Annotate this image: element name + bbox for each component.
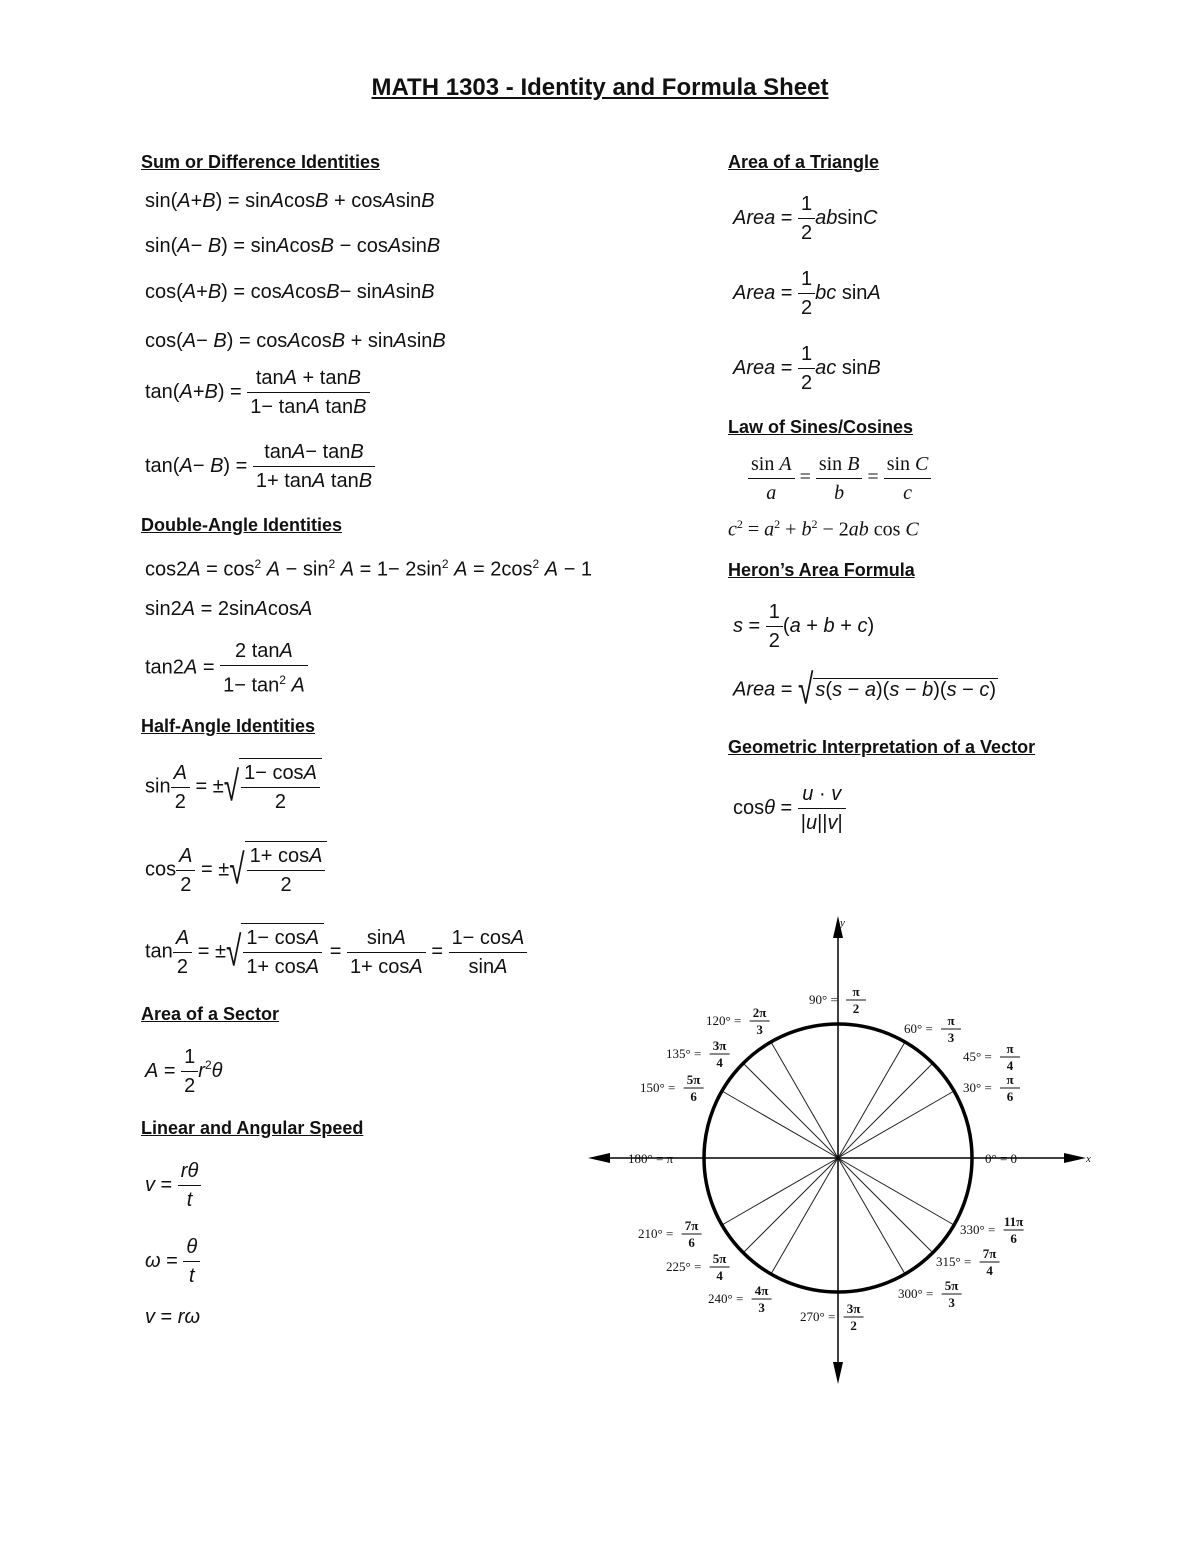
angle-degree: 45° =: [963, 1049, 992, 1064]
angle-radian-numerator: π: [1006, 1041, 1014, 1056]
formula-cos-diff: cos(A− B) = cosAcosB + sinAsinB: [145, 330, 446, 352]
angle-label: [985, 1151, 1017, 1166]
angle-label: [628, 1151, 674, 1166]
formula-sin-half: sin $\frac{A}{2}$ = ±√ $\frac{1- \cos A}{2}$: [145, 758, 322, 816]
heading-half-angle: Half-Angle Identities: [141, 716, 316, 736]
angle-radian-denominator: 4: [716, 1268, 723, 1283]
angle-label: [936, 1246, 1000, 1278]
angle-radian-numerator: π: [947, 1013, 955, 1028]
spoke-225: [743, 1158, 838, 1253]
heading-sum-difference: Sum or Difference Identities: [141, 152, 381, 172]
angle-radian-numerator: π: [852, 984, 860, 999]
angle-label: [960, 1214, 1024, 1246]
angle-radian-numerator: 5π: [686, 1072, 701, 1087]
angle-degree: 210° =: [638, 1226, 674, 1241]
angle-radian-numerator: 3π: [712, 1038, 727, 1053]
angle-radian-numerator: 11π: [1003, 1214, 1024, 1229]
angle-degree: 90° =: [809, 992, 838, 1007]
angle-degree: 60° =: [904, 1021, 933, 1036]
angle-degree: 240° =: [708, 1291, 744, 1306]
angle-radian-denominator: 6: [1006, 1089, 1014, 1104]
unit-circle-diagram: [580, 910, 1100, 1390]
formula-cos-half: cos $\frac{A}{2}$ = ±√ $\frac{1+ \cos A}{2}$: [145, 841, 327, 899]
formula-tan-diff: tan(A− B) = $\frac{\tan A- \tan B}{\text{1+ tanA tanB}}$: [145, 438, 375, 495]
x-axis-label: x: [1086, 1153, 1091, 1165]
angle-label: [904, 1013, 961, 1045]
formula-sin-sum: sin(A+B) = sinAcosB + cosAsinB: [145, 190, 435, 212]
x-axis-arrow-right: [1064, 1153, 1086, 1163]
angle-radian-denominator: 6: [690, 1089, 697, 1104]
angle-label: [638, 1218, 702, 1250]
angle-radian-denominator: 4: [986, 1263, 993, 1278]
angle-radian-denominator: 6: [1010, 1231, 1017, 1246]
angle-label: [666, 1251, 730, 1283]
angle-radian-denominator: 2: [850, 1318, 857, 1333]
angle-label: [708, 1283, 772, 1315]
angle-radian-denominator: 3: [947, 1030, 955, 1045]
angle-radian-numerator: 3π: [846, 1301, 861, 1316]
heading-speed: Linear and Angular Speed: [141, 1118, 364, 1138]
heading-double-angle: Double-Angle Identities: [141, 515, 343, 535]
angle-degree: 300° =: [898, 1286, 934, 1301]
spoke-120: [771, 1042, 838, 1158]
y-axis-label: y: [840, 917, 845, 929]
angle-radian-numerator: π: [1006, 1072, 1014, 1087]
angle-label: [706, 1005, 770, 1037]
angle-degree: 150° =: [640, 1080, 676, 1095]
heading-vector: Geometric Interpretation of a Vector: [728, 737, 1036, 757]
angle-label: [898, 1278, 962, 1310]
spoke-240: [771, 1158, 838, 1274]
formula-semi-perimeter: s = $\frac{1}{2}$ (a + b + c): [733, 598, 874, 655]
angle-label: [666, 1038, 730, 1070]
formula-area-bcsina: Area = $\frac{1}{2}$ bc sinA: [733, 265, 881, 322]
angle-radian-denominator: 3: [756, 1022, 763, 1037]
spoke-330: [838, 1158, 954, 1225]
heading-heron: Heron’s Area Formula: [728, 560, 915, 580]
heading-triangle: Area of a Triangle: [728, 152, 880, 172]
angle-radian-denominator: 4: [1006, 1058, 1014, 1073]
angle-label: [963, 1041, 1020, 1073]
formula-sin-double: sin2A = 2sinAcosA: [145, 598, 313, 620]
formula-sin-diff: sin(A− B) = sinAcosB − cosAsinB: [145, 235, 441, 257]
angle-radian-numerator: 5π: [944, 1278, 959, 1293]
angle-degree: 30° =: [963, 1080, 992, 1095]
angle-degree: 0° = 0: [985, 1151, 1018, 1166]
angle-radian-denominator: 3: [758, 1300, 765, 1315]
spoke-315: [838, 1158, 933, 1253]
angle-degree: 120° =: [706, 1013, 742, 1028]
spoke-300: [838, 1158, 905, 1274]
angle-radian-denominator: 4: [716, 1055, 723, 1070]
spoke-150: [722, 1091, 838, 1158]
heading-sector: Area of a Sector: [141, 1004, 280, 1024]
formula-sector: A = $\frac{1}{2}$ $r^2\theta$: [145, 1043, 222, 1100]
spoke-45: [838, 1063, 933, 1158]
angle-degree: 315° =: [936, 1254, 972, 1269]
angle-degree: 270° =: [800, 1309, 836, 1324]
formula-area-absinc: Area = $\frac{1}{2}$ absinC: [733, 190, 877, 247]
angle-radian-numerator: 2π: [752, 1005, 767, 1020]
angle-degree: 135° =: [666, 1046, 702, 1061]
spoke-210: [722, 1158, 838, 1225]
angle-radian-numerator: 5π: [712, 1251, 727, 1266]
page-title: MATH 1303 - Identity and Formula Sheet: [371, 74, 829, 101]
angle-radian-denominator: 2: [852, 1001, 860, 1016]
angle-radian-numerator: 4π: [754, 1283, 769, 1298]
angle-radian-denominator: 6: [688, 1235, 695, 1250]
heading-law-sines: Law of Sines/Cosines: [728, 417, 914, 437]
formula-tan-double: tan2A = $\frac{2 \tan A}{1- \tan^2 A}$: [145, 637, 308, 700]
y-axis-arrow-bottom: [833, 1362, 843, 1384]
formula-tan-sum: tan(A+B) = $\frac{\tan A + \tan B}{\text{1− tanA tanB}}$: [145, 364, 370, 421]
spoke-60: [838, 1042, 905, 1158]
formula-linear-speed: v = $\frac{r\theta}{t}$: [145, 1157, 201, 1214]
x-axis-arrow-left: [588, 1153, 610, 1163]
formula-law-of-cosines: $c^2 = a^2 + b^2 - 2ab$ cos C: [728, 517, 919, 541]
angle-radian-denominator: 3: [948, 1295, 955, 1310]
angle-degree: 225° =: [666, 1259, 702, 1274]
formula-law-of-sines: $\frac{\text{sin A}}{a}$ = $\frac{\text{sin B}}{b}$ = $\frac{\text{sin C}}{c}$: [748, 450, 931, 507]
formula-v-rw: v = rω: [145, 1306, 201, 1328]
formula-cos-sum: cos(A+B) = cosAcosB− sinAsinB: [145, 281, 435, 303]
spoke-30: [838, 1091, 954, 1158]
angle-radian-numerator: 7π: [982, 1246, 997, 1261]
angle-label: [800, 1301, 864, 1333]
formula-heron-area: Area = √ s(s − a)(s − b)(s − c): [733, 666, 997, 713]
spoke-135: [743, 1063, 838, 1158]
formula-vector-angle: cosθ = $\frac{u \cdot v}{|u||v|}$: [733, 780, 846, 837]
formula-tan-half: tan $\frac{A}{2}$ = ±√ $\frac{1- \cos A}{1+ \cos A}$ = $\frac{\sin A}{1+ \cos A}$ = $\frac{1- \cos A}{\sin A}$: [145, 923, 527, 981]
angle-label: [640, 1072, 704, 1104]
angle-radian-numerator: 7π: [684, 1218, 699, 1233]
angle-label: [963, 1072, 1020, 1104]
formula-cos-double: $\cos 2A = \cos^2 A - \sin^2 A = 1- 2\sin^2$ $A = 2\cos^2$ A − 1: [145, 557, 593, 581]
angle-degree: 330° =: [960, 1222, 996, 1237]
angle-degree: 180° = π: [628, 1151, 674, 1166]
formula-angular-speed: ω = $\frac{\theta}{t}$: [145, 1233, 200, 1290]
formula-area-acsinb: Area = $\frac{1}{2}$ ac sinB: [733, 340, 881, 397]
